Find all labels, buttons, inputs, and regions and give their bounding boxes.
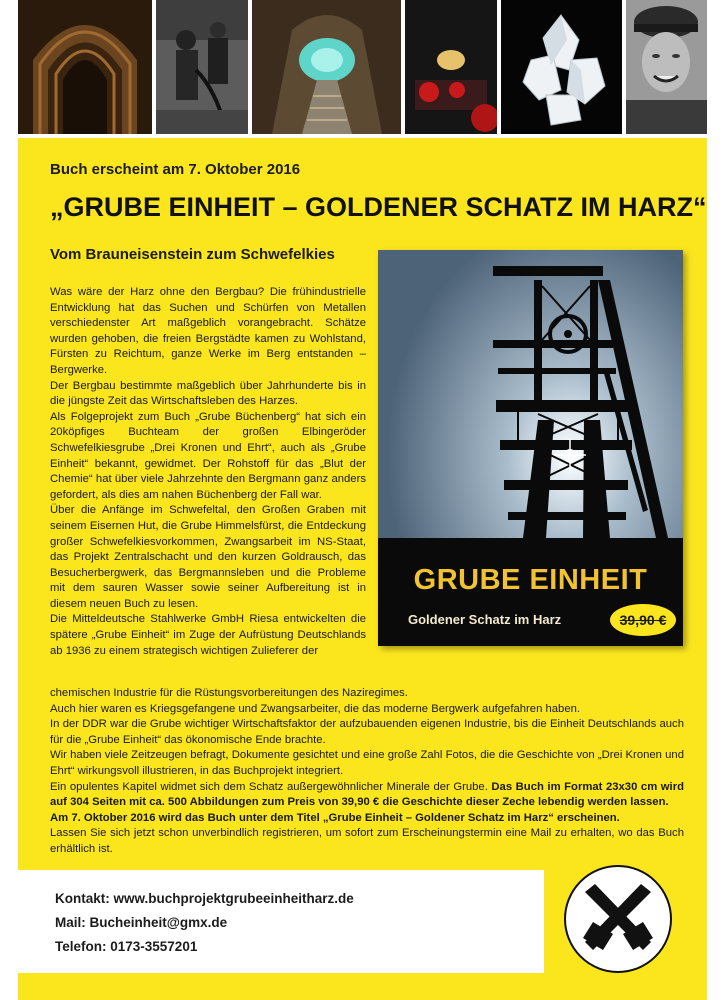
book-cover (378, 250, 683, 646)
paragraph: Was wäre der Harz ohne den Bergbau? Die frühindustrielle Entwicklung hat das Suchen und Schürfen von Metallen verschiedenster Art maßgeblich vorangebracht. Schätze wurden gehoben, die freien Bergstädte kamen zu Wohlstand, Fürsten zu Reichtum, ganze Werke im Berg entstanden – Bergwerke. (50, 286, 366, 376)
price-format-info: Das Buch im Format 23x30 cm wird auf 304 Seiten mit ca. 500 Abbildungen zum Preis von 39,90 € die Geschichte dieser Zeche lebendig werden lassen. (50, 780, 684, 809)
paragraph: Als Folgeprojekt zum Buch „Grube Büchenberg“ hat sich ein 20köpfiges Buchteam der großen Elbingeröder Schwefelkiesgrube „Drei Kronen und Ehrt“, auch als „Grube Einheit“ bekannt, gewidmet. Der Rohstoff für das „Blut der Chemie“ hat über viele Jahrzehnte den Bergmann ganz anders gefordert, als dies am nahen Büchenberg der Fall war. (50, 410, 366, 501)
contact-mail[interactable]: Mail: Bucheinheit@gmx.de (55, 915, 228, 930)
price-label: 39,90 € (619, 612, 667, 628)
cover-subtitle: Goldener Schatz im Harz (408, 612, 562, 627)
paragraph: Der Bergbau bestimmte maßgeblich über Jahrhunderte bis in die jüngste Zeit das Wirtschaftsleben des Harzes. (50, 379, 366, 408)
paragraph: chemischen Industrie für die Rüstungsvorbereitungen des Naziregimes. (50, 687, 408, 699)
crystal-mineral-photo (501, 0, 622, 134)
hammer-and-pick-logo (563, 864, 673, 974)
contact-website[interactable]: Kontakt: www.buchprojektgrubeeinheitharz.de (55, 891, 354, 906)
contact-phone: Telefon: 0173-3557201 (55, 939, 198, 954)
release-date-line: Buch erscheint am 7. Oktober 2016 (50, 161, 301, 178)
paragraph: Über die Anfänge im Schwefeltal, den Großen Graben mit seinem Eisernen Hut, die Grube Himmelsfürst, die Entdeckung großer Schwefelkiesvorkommen, Zwangsarbeit im NS-Staat, das Projekt Zentralschacht und den kurzen Goldrausch, das Besucherbergwerk, das Bergmannsleben und die Probleme mit dem sauren Wasser sowie seiner Aufbereitung ist in diesem neuen Buch zu lesen. (50, 504, 366, 610)
paragraph: In der DDR war die Grube wichtiger Wirtschaftsfaktor der aufzubauenden eigenen Industrie, bis die Einheit Deutschlands auch für die „Grube Einheit“ das ökonomische Ende brachte. (50, 718, 684, 746)
release-info: Am 7. Oktober 2016 wird das Buch unter dem Titel „Grube Einheit – Goldener Schatz im Harz“ erscheinen. (50, 811, 620, 824)
section-subtitle: Vom Brauneisenstein zum Schwefelkies (50, 246, 335, 263)
body-text-wide (50, 686, 684, 858)
price-badge (610, 604, 676, 636)
photo-strip (18, 0, 707, 134)
mine-train-photo (405, 0, 497, 134)
paragraph (50, 780, 684, 811)
page-title: „GRUBE EINHEIT – GOLDENER SCHATZ IM HARZ“ (50, 192, 707, 222)
cover-title: GRUBE EINHEIT (413, 564, 648, 596)
paragraph: Wir haben viele Zeitzeugen befragt, Dokumente gesichtet und eine große Zahl Fotos, die die Geschichte von „Drei Kronen und Ehrt“ wirkungsvoll illustrieren, in das Buchprojekt integriert. (50, 749, 684, 777)
body-text-narrow (50, 285, 366, 659)
lit-tunnel-photo (252, 0, 401, 134)
paragraph: Auch hier waren es Kriegsgefangene und Zwangsarbeiter, die das moderne Bergwerk aufgefahren haben. (50, 702, 581, 715)
paragraph: Lassen Sie sich jetzt schon unverbindlich registrieren, um sofort zum Erscheinungstermin eine Mail zu erhalten, wo das Buch erhältlich ist. (50, 827, 684, 855)
paragraph-text: Ein opulentes Kapitel widmet sich dem Schatz außergewöhnlicher Minerale der Grube. (50, 780, 492, 793)
tunnel-arch-photo (18, 0, 152, 134)
miners-working-photo (156, 0, 248, 134)
paragraph: Die Mitteldeutsche Stahlwerke GmbH Riesa entwickelten die spätere „Grube Einheit“ im Zuge der Aufrüstung Deutschlands ab 1936 zu einem strategisch wichtigen Zulieferer der (50, 613, 366, 657)
miner-portrait-photo (626, 0, 707, 134)
